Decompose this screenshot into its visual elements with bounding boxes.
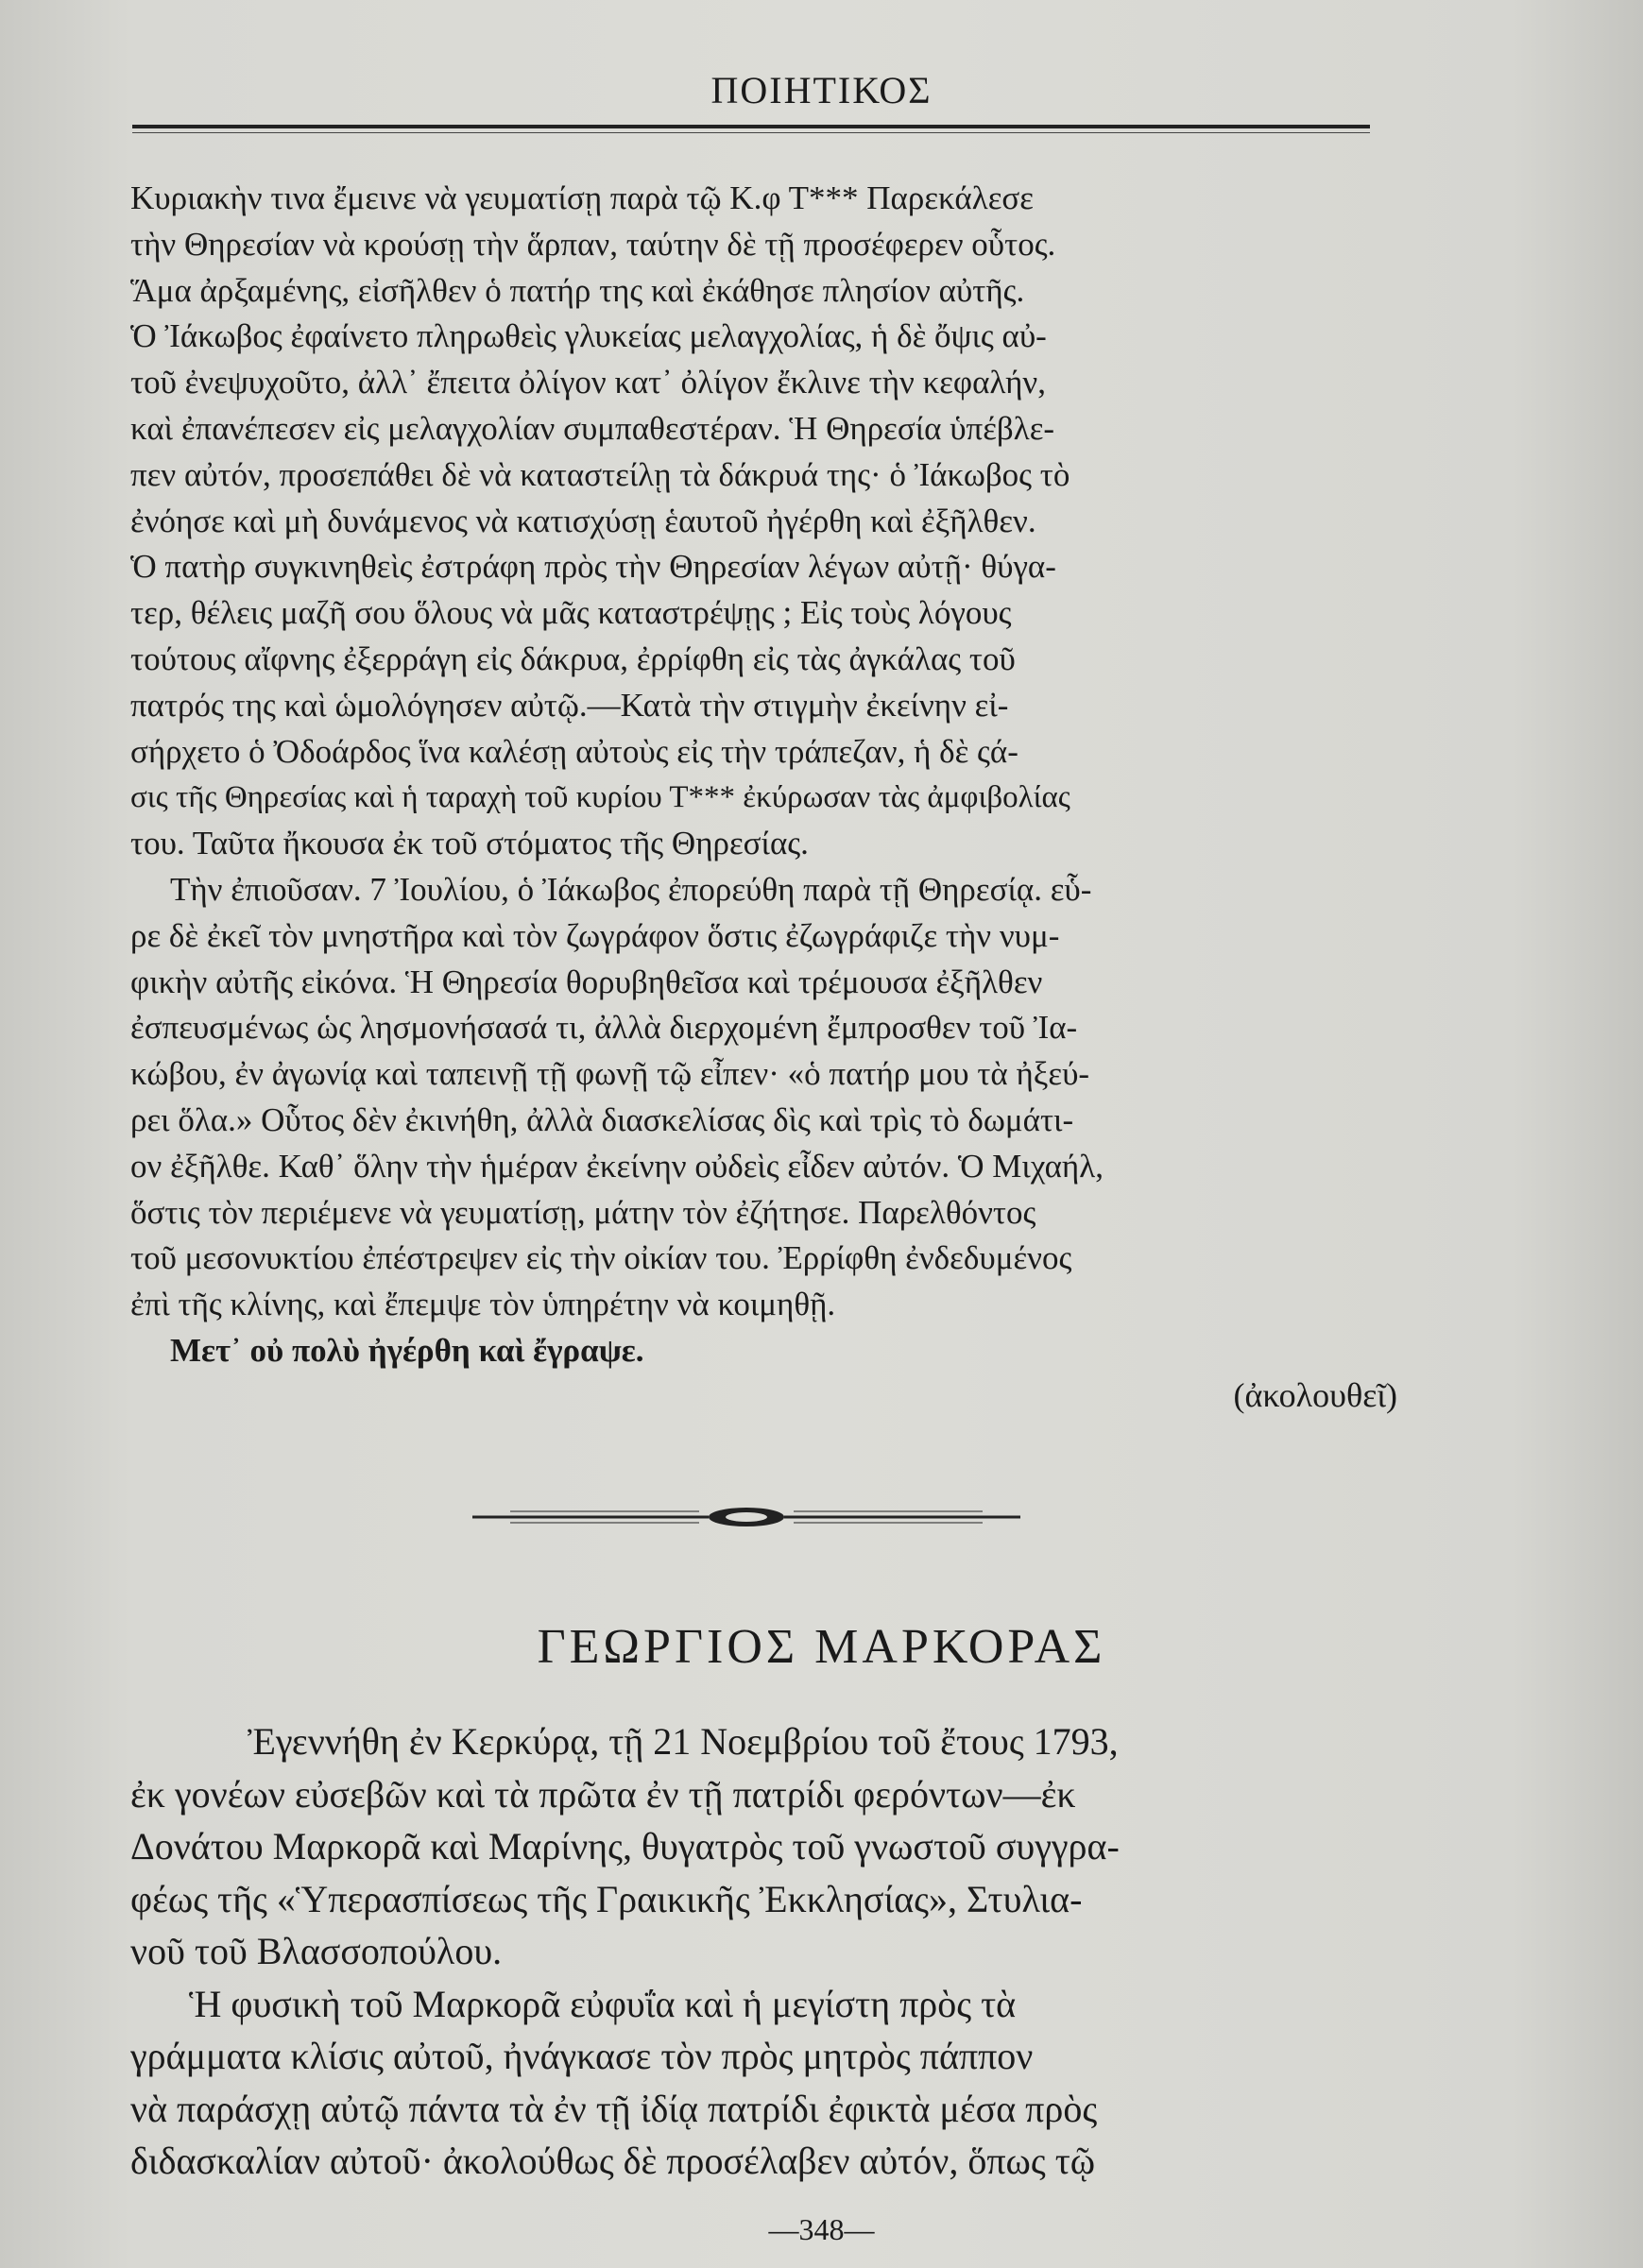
continued-note: (ἀκολουθεῖ) — [1233, 1376, 1397, 1414]
bio-line: νοῦ τοῦ Βλασσοπούλου. — [130, 1930, 503, 1972]
story-line: τούτους αἴφνης ἐξερράγη εἰς δάκρυα, ἐρρίφθη εἰς τὰς ἀγκάλας τοῦ — [130, 639, 1016, 677]
story-line: καὶ ἐπανέπεσεν εἰς μελαγχολίαν συμπαθεστέραν. Ἡ Θηρεσία ὑπέβλε- — [130, 409, 1055, 447]
story-text-block — [130, 176, 1376, 1374]
story-line: Τὴν ἐπιοῦσαν. 7 Ἰουλίου, ὁ Ἰάκωβος ἐπορεύθη παρὰ τῇ Θηρεσίᾳ. εὗ- — [170, 870, 1092, 908]
story-line: ἐνόησε καὶ μὴ δυνάμενος νὰ κατισχύσῃ ἑαυτοῦ ἠγέρθη καὶ ἐξῆλθεν. — [130, 502, 1036, 539]
story-line: πεν αὐτόν, προσεπάθει δὲ νὰ καταστείλῃ τὰ δάκρυά της· ὁ Ἰάκωβος τὸ — [130, 455, 1070, 493]
story-line: τοῦ μεσονυκτίου ἐπέστρεψεν εἰς τὴν οἰκίαν του. Ἐρρίφθη ἐνδεδυμένος — [130, 1239, 1072, 1277]
bio-line: Δονάτου Μαρκορᾶ καὶ Μαρίνης, θυγατρὸς τοῦ γνωστοῦ συγγρα- — [130, 1825, 1120, 1867]
section-divider-ornament — [472, 1498, 1020, 1536]
story-line: ρει ὅλα.» Οὗτος δὲν ἐκινήθη, ἀλλὰ διασκελίσας δὶς καὶ τρὶς τὸ δωμάτι- — [130, 1100, 1074, 1138]
running-header-title: ΠΟΙΗΤΙΚΟΣ — [710, 69, 933, 111]
story-line: τερ, θέλεις μαζῆ σου ὅλους νὰ μᾶς καταστρέψῃς ; Εἰς τοὺς λόγους — [130, 594, 1012, 632]
story-line: κώβου, ἐν ἀγωνίᾳ καὶ ταπεινῇ τῇ φωνῇ τῷ εἶπεν· «ὁ πατήρ μου τὰ ἠξεύ- — [130, 1055, 1090, 1093]
story-line: Κυριακὴν τινα ἔμεινε νὰ γευματίσῃ παρὰ τῷ Κ.φ Τ*** Παρεκάλεσε — [130, 179, 1034, 216]
bio-line: φέως τῆς «Ὑπερασπίσεως τῆς Γραικικῆς Ἐκκλησίας», Στυλια- — [130, 1877, 1083, 1920]
section-title: ΓΕΩΡΓΙΟΣ ΜΑΡΚΟΡΑΣ — [537, 1620, 1106, 1674]
header-rule-thick — [132, 125, 1370, 128]
bio-line: γράμματα κλίσις αὐτοῦ, ἠνάγκασε τὸν πρὸς μητρὸς πάππον — [130, 2035, 1034, 2077]
story-line: του. Ταῦτα ἤκουσα ἐκ τοῦ στόματος τῆς Θηρεσίας. — [130, 825, 809, 862]
story-line: πατρός της καὶ ὡμολόγησεν αὐτῷ.—Κατὰ τὴν στιγμὴν ἐκείνην εἰ- — [130, 686, 1009, 724]
header-rule-thin — [132, 132, 1370, 133]
story-line: ον ἐξῆλθε. Καθ᾽ ὅλην τὴν ἡμέραν ἐκείνην οὐδεὶς εἶδεν αὐτόν. Ὁ Μιχαήλ, — [130, 1147, 1104, 1185]
story-line: ἐσπευσμένως ὡς λησμονήσασά τι, ἀλλὰ διερχομένη ἔμπροσθεν τοῦ Ἰα- — [130, 1009, 1078, 1047]
story-line: Ἅμα ἀρξαμένης, εἰσῆλθεν ὁ πατήρ της καὶ ἐκάθησε πλησίον αὐτῆς. — [130, 271, 1025, 309]
bio-line: Ἡ φυσικὴ τοῦ Μαρκορᾶ εὐφυΐα καὶ ἡ μεγίστη πρὸς τὰ — [189, 1982, 1017, 2025]
bio-line: διδασκαλίαν αὐτοῦ· ἀκολούθως δὲ προσέλαβεν αὐτόν, ὅπως τῷ — [130, 2140, 1096, 2182]
story-line: ὅστις τὸν περιέμενε νὰ γευματίσῃ, μάτην τὸν ἐζήτησε. Παρελθόντος — [130, 1193, 1036, 1231]
story-line: σις τῆς Θηρεσίας καὶ ἡ ταραχὴ τοῦ κυρίου Τ*** ἐκύρωσαν τὰς ἀμφιβολίας — [130, 780, 1070, 815]
bio-line: Ἐγεννήθη ἐν Κερκύρᾳ, τῇ 21 Νοεμβρίου τοῦ ἔτους 1793, — [248, 1720, 1119, 1763]
story-line: Μετ᾽ οὐ πολὺ ἠγέρθη καὶ ἔγραψε. — [170, 1331, 644, 1369]
page-number: —348— — [768, 2212, 875, 2246]
story-line: Ὁ πατὴρ συγκινηθεὶς ἐστράφη πρὸς τὴν Θηρεσίαν λέγων αὐτῇ· θύγα- — [130, 548, 1056, 586]
story-line: ἐπὶ τῆς κλίνης, καὶ ἔπεμψε τὸν ὑπηρέτην νὰ κοιμηθῇ. — [130, 1286, 836, 1323]
bio-line: ἐκ γονέων εὐσεβῶν καὶ τὰ πρῶτα ἐν τῇ πατρίδι φερόντων—ἐκ — [130, 1772, 1076, 1816]
story-line: Ὁ Ἰάκωβος ἐφαίνετο πληρωθεὶς γλυκείας μελαγχολίας, ἡ δὲ ὄψις αὐ- — [130, 317, 1047, 355]
story-line: τοῦ ἐνεψυχοῦτο, ἀλλ᾽ ἔπειτα ὀλίγον κατ᾽ ὀλίγον ἔκλινε τὴν κεφαλήν, — [130, 364, 1046, 401]
story-line: τὴν Θηρεσίαν νὰ κρούσῃ τὴν ἅρπαν, ταύτην δὲ τῇ προσέφερεν οὗτος. — [130, 225, 1056, 263]
biography-text-block — [130, 1715, 1376, 2188]
story-line: φικὴν αὐτῆς εἰκόνα. Ἡ Θηρεσία θορυβηθεῖσα καὶ τρέμουσα ἐξῆλθεν — [130, 963, 1043, 1000]
story-line: σήρχετο ὁ Ὀδοάρδος ἵνα καλέσῃ αὐτοὺς εἰς τὴν τράπεζαν, ἡ δὲ ςά- — [130, 732, 1018, 770]
bio-line: νὰ παράσχῃ αὐτῷ πάντα τὰ ἐν τῇ ἰδίᾳ πατρίδι ἐφικτὰ μέσα πρὸς — [130, 2087, 1098, 2130]
story-line: ρε δὲ ἐκεῖ τὸν μνηστῆρα καὶ τὸν ζωγράφον ὅστις ἐζωγράφιζε τὴν νυμ- — [130, 916, 1060, 954]
